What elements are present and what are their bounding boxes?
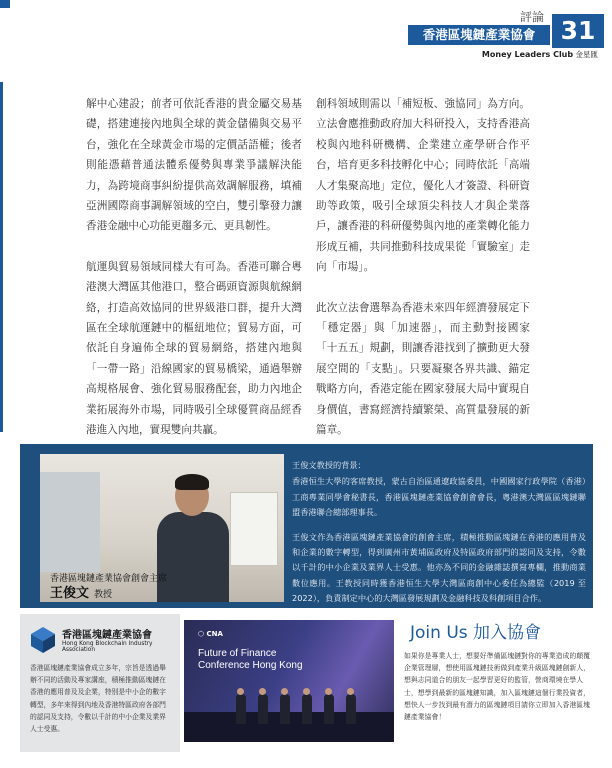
speaker-hair	[175, 474, 209, 490]
bio-title: 王俊文教授的背景：	[292, 460, 366, 470]
panelist-head	[303, 688, 310, 695]
panelist-head	[237, 688, 244, 695]
bio-paragraph: 王俊文作為香港區塊鏈產業協會的創會主席，積極推動區塊鏈在香港的應用普及和企業的數字轉型，得到廣州市黃埔區政府及特區政府部門的認同及支持，令數以千計的中小企業及業界人士受惠。他亦為不同的金融雜誌撰寫專欄，推動商業數位應用。王教授同時獲香港恒生大學大灣區商創中心委任為總監（2019 至 2022），負責制定中心的大灣區發展規劃及金融科技及科創項目合作。	[292, 531, 586, 604]
panelist-head	[259, 688, 266, 695]
join-us-title: Join Us 加入協會	[410, 623, 542, 643]
association-name: 香港區塊鏈產業協會	[62, 630, 152, 641]
join-us-text: 如果你是專業人士，想要好準備區塊鏈對你的專業造成的顛覆企業管理層，想使用區塊鏈技術做到產業升級區塊鏈創新人，想與志同道合的朋友一起學習更好的監管，營商環境在學人士，想學到最新的區塊鏈知識，加入區塊鏈這個行業投資者，想快人一步找到最有潛力的區塊鏈項目請你立即加入香港區塊鏈產業協會！	[404, 652, 591, 722]
speaker-photo	[40, 454, 284, 602]
magazine-name-en: Money Leaders Club	[481, 50, 574, 59]
join-us-box	[404, 618, 594, 723]
association-header-title: 香港區塊鏈產業協會	[408, 25, 550, 45]
bio-paragraph: 香港恒生大學的客席教授，蒙古自治區通遼政協委員，中國國家行政學院（香港）工商專業同學會秘書長，香港區塊鏈產業協會創會會長，粵港澳大灣區區塊鏈聯盟香港聯合總部理事長。	[292, 476, 586, 518]
magazine-name	[482, 49, 598, 60]
header-accent-bar	[0, 0, 10, 8]
left-margin-rule	[0, 82, 3, 432]
conference-photo	[184, 620, 394, 742]
panelist-head	[325, 688, 332, 695]
article-paragraph: 創科領域則需以「補短板、強協同」為方向。立法會應推動政府加大科研投入，支持香港高校與內地科研機構、企業建立產學研合作平台，培育更多科技孵化中心；同時依託「高端人才集聚高地」定位，優化人才簽證、科研資助等政策，吸引全球頂尖科技人才與企業落戶，讓香港的科研優勢與內地的產業轉化能力形成互補，共同推動科技成果從「實驗室」走向「市場」。	[316, 98, 530, 274]
panelist-figure	[236, 694, 246, 724]
page-number: 31	[552, 14, 604, 48]
article-column-right	[316, 94, 530, 461]
article-paragraph: 航運與貿易領域同樣大有可為。香港可聯合粵港澳大灣區其他港口，整合碼頭資源與航線網絡，打造高效協同的世界級港口群，提升大灣區在全球航運鏈中的樞紐地位；貿易方面，可依託自身遍佈全球的貿易網絡，搭建內地與「一帶一路」沿線國家的貿易橋梁，通過舉辦高規格展會、強化貿易服務配套，助力內地企業拓展海外市場，同時吸引全球優質商品經香港進入內地，實現雙向共贏。	[86, 260, 302, 437]
photo-window	[40, 472, 100, 572]
article-paragraph: 解中心建設；前者可依託香港的貴金屬交易基礎，搭建連接內地與全球的黃金儲備與交易平台，強化在全球黃金市場的定價話語權；後者則能憑藉普通法體系優勢與專業爭議解決能力，為跨境商事糾紛提供高效調解服務，填補亞洲國際商事調解領域的空白，雙引擎發力讓香港金融中心功能更趨多元、更具韌性。	[86, 98, 302, 233]
panelist-figure	[324, 694, 334, 724]
panelist-head	[347, 688, 354, 695]
panelist-figure	[280, 694, 290, 724]
speaker-title: 教授	[94, 590, 113, 600]
association-name-en: Hong Kong Blockchain Industry Association	[62, 641, 153, 653]
magazine-name-zh: 金星匯	[575, 50, 598, 59]
article-paragraph: 此次立法會選舉為香港未來四年經濟發展定下「穩定器」與「加速器」，而主動對接國家「十五五」規劃，則讓香港找到了擴動更大發展空間的「支點」。只要凝聚各界共識、錨定戰略方向，香港定能在國家發展大局中實現自身價值，書寫經濟持續繁榮、高質量發展的新篇章。	[316, 301, 530, 437]
panelist-figure	[346, 694, 356, 724]
article-column-left	[86, 94, 302, 461]
panelist-figure	[302, 694, 312, 724]
speaker-name: 王俊文 教授	[50, 586, 113, 601]
section-label: 評論	[519, 10, 544, 24]
photo-caption: 香港區塊鏈產業協會創會主席	[50, 574, 168, 584]
conference-title: Future of Finance Conference Hong Kong	[198, 648, 303, 671]
panelist-head	[281, 688, 288, 695]
panelist-figure	[258, 694, 268, 724]
association-description: 香港區塊鏈產業協會成立多年，宗旨是透過舉辦不同的活動及專家講座，積極推動區塊鏈在香港的應用普及及企業，特別是中小企的數字轉型，多年來得到內地及香港特區政府各部門的認同及支持，令數以千計的中小企業及業界人士受惠。	[30, 664, 166, 734]
photo-whiteboard	[230, 492, 278, 566]
association-info-box	[20, 614, 180, 752]
author-bio	[292, 458, 586, 616]
conference-logo: ⬡ CNA	[198, 630, 223, 638]
association-logo-icon	[30, 626, 56, 654]
speaker-figure	[157, 512, 229, 602]
